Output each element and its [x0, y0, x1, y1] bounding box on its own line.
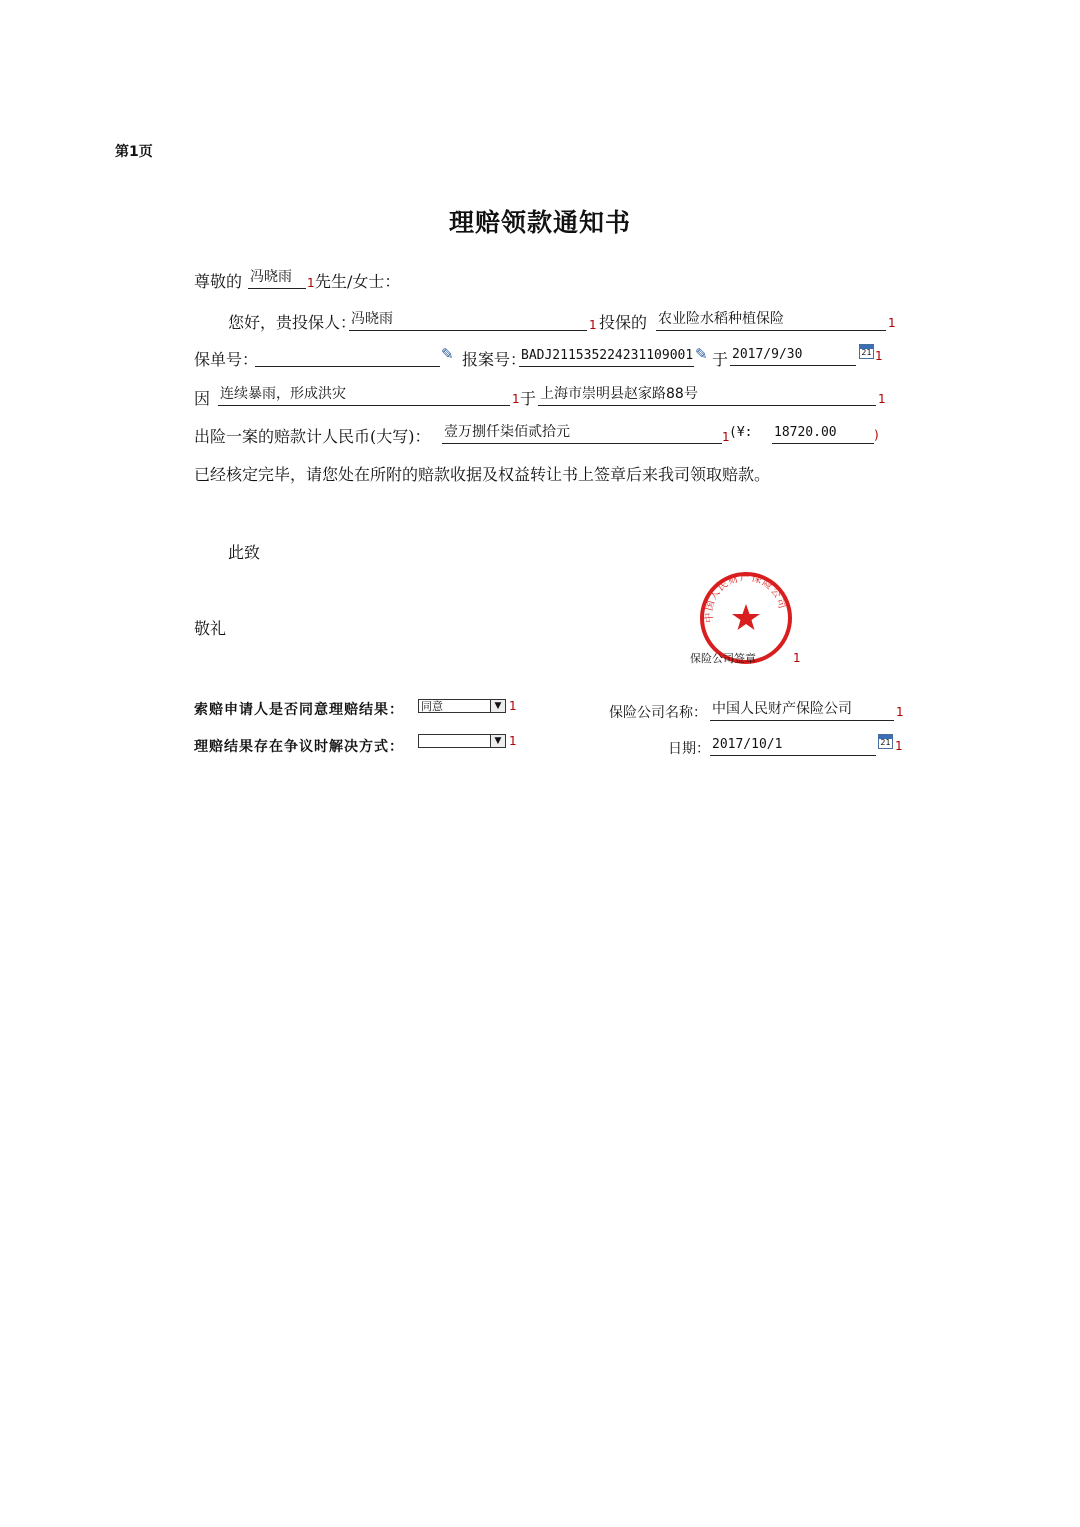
company-name-field[interactable]: 中国人民财产保险公司	[710, 700, 894, 721]
page-title: 理赔领款通知书	[448, 208, 631, 237]
agree-label: 索赔申请人是否同意理赔结果：	[194, 702, 404, 718]
incident-date-field[interactable]: 2017/9/30	[730, 345, 856, 366]
agree-select[interactable]	[418, 699, 506, 713]
dispute-select[interactable]	[418, 734, 506, 748]
insured-product-label: 投保的	[599, 313, 648, 332]
company-name-label: 保险公司名称：	[609, 705, 707, 721]
incident-date-label: 于	[712, 350, 729, 369]
chevron-down-icon[interactable]: ▼	[490, 735, 505, 747]
closing-text: 此致	[228, 543, 261, 562]
issue-date-field[interactable]: 2017/10/1	[710, 735, 876, 756]
field-marker: 1	[509, 699, 517, 713]
greeting-suffix: 先生/女士：	[315, 272, 401, 291]
field-marker: 1	[878, 392, 886, 406]
insured-name-field[interactable]: 冯晓雨	[349, 310, 587, 331]
field-marker: 1	[509, 734, 517, 748]
cause-field[interactable]: 连续暴雨，形成洪灾	[218, 385, 510, 406]
amount-upper-field[interactable]: 壹万捌仟柒佰贰拾元	[442, 423, 722, 444]
location-label: 于	[520, 389, 537, 408]
field-marker: 1	[888, 316, 896, 330]
amount-field[interactable]: 18720.00	[772, 423, 874, 444]
issue-date-label: 日期：	[668, 741, 710, 757]
regards-text: 敬礼	[194, 619, 227, 638]
field-marker: 1	[896, 705, 904, 719]
product-field[interactable]: 农业险水稻种植保险	[656, 310, 886, 331]
instruction-text: 已经核定完毕，请您处在所附的赔款收据及权益转让书上签章后来我司领取赔款。	[194, 465, 771, 484]
svg-text:中国人民财产保险公司: 中国人民财产保险公司	[703, 572, 788, 623]
amount-prefix: (¥:	[729, 425, 753, 440]
field-marker: 1	[589, 318, 597, 332]
amount-suffix: )	[874, 428, 879, 442]
recipient-name-field[interactable]: 冯晓雨	[248, 268, 306, 289]
dispute-label: 理赔结果存在争议时解决方式：	[194, 739, 404, 755]
cause-label: 因	[194, 389, 211, 408]
seal-label: 保险公司签章	[690, 652, 756, 665]
field-marker: 1	[722, 430, 730, 444]
greeting-prefix: 尊敬的	[194, 272, 243, 291]
field-marker: 1	[307, 276, 315, 290]
policy-no-field[interactable]	[255, 346, 440, 367]
agree-value: 同意	[421, 700, 443, 713]
amount-upper-label: 出险一案的赔款计人民币(大写)：	[194, 427, 431, 446]
policy-no-label: 保单号：	[194, 350, 259, 369]
field-marker: 1	[895, 739, 903, 753]
pencil-icon[interactable]: ✎	[695, 345, 708, 363]
field-marker: 1	[512, 392, 520, 406]
field-marker: 1	[793, 651, 801, 665]
report-no-field[interactable]: BADJ211535224231109001	[519, 346, 694, 367]
report-no-label: 报案号：	[462, 350, 527, 369]
pencil-icon[interactable]: ✎	[441, 345, 454, 363]
field-marker: 1	[875, 349, 883, 363]
hello-prefix: 您好，贵投保人：	[228, 313, 357, 332]
chevron-down-icon[interactable]: ▼	[490, 700, 505, 712]
calendar-icon[interactable]: 21	[878, 734, 893, 749]
location-field[interactable]: 上海市崇明县赵家路88号	[538, 385, 876, 406]
calendar-icon[interactable]: 21	[859, 344, 874, 359]
page-number: 第1页	[115, 144, 153, 160]
